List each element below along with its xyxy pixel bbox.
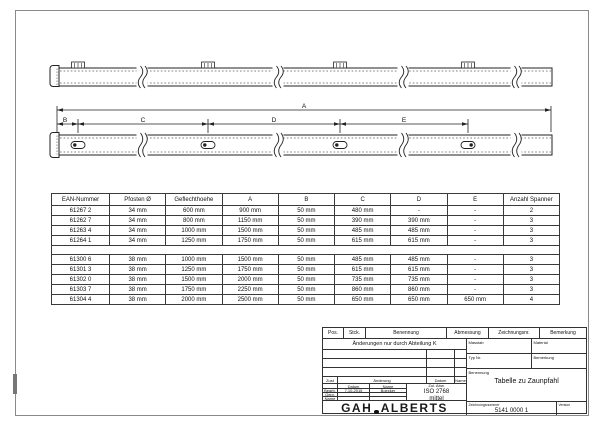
- value: Tabelle zu Zaunpfahl: [494, 377, 559, 385]
- table-cell: 50 mm: [278, 216, 334, 226]
- table-cell: 61303 7: [52, 285, 110, 295]
- label: Änderungen nur durch Abteilung K: [352, 341, 437, 347]
- label: Name: [324, 396, 336, 401]
- table-cell: 650 mm: [447, 295, 503, 305]
- version-cell: [556, 401, 586, 415]
- table-cell: 61264 1: [52, 236, 110, 246]
- table-cell: 38 mm: [110, 285, 166, 295]
- logo-dot-icon: [374, 410, 379, 415]
- top-view-drawing: [45, 54, 560, 96]
- revision-name-label: [454, 376, 466, 383]
- table-cell: -: [447, 206, 503, 216]
- column-header: E: [447, 194, 503, 206]
- table-cell: 4: [503, 295, 559, 305]
- change-note: [323, 338, 466, 349]
- tb-header-stck: [343, 328, 365, 338]
- slot: [71, 142, 85, 149]
- table-cell: 61302 0: [52, 275, 110, 285]
- table-cell: 860 mm: [391, 285, 447, 295]
- dimension-lines: [57, 106, 551, 134]
- value: 7.10.2015: [344, 388, 363, 393]
- table-cell: 38 mm: [110, 295, 166, 305]
- benennung-cell: [466, 368, 586, 401]
- table-row: [52, 255, 560, 265]
- table-row: [52, 285, 560, 295]
- table-row: [52, 275, 560, 285]
- table-cell: 61267 2: [52, 206, 110, 216]
- label: Zeichnungsnr.: [498, 330, 530, 336]
- table-row: [52, 226, 560, 236]
- table-cell: 735 mm: [391, 275, 447, 285]
- title-block: [322, 327, 587, 414]
- column-header: D: [391, 194, 447, 206]
- dim-b-label: B: [62, 117, 68, 124]
- table-row: [52, 265, 560, 275]
- label: Datum: [347, 383, 360, 389]
- table-row: [52, 216, 560, 226]
- pipe-top: [50, 62, 552, 88]
- table-cell: 390 mm: [335, 216, 391, 226]
- table-cell: 485 mm: [391, 255, 447, 265]
- label: Änderung: [373, 377, 391, 383]
- table-cell: 1750 mm: [166, 285, 222, 295]
- table-cell: 3: [503, 255, 559, 265]
- label: Benennung: [468, 369, 489, 375]
- dim-e-label: E: [401, 117, 407, 124]
- label: Pos.: [327, 330, 338, 336]
- table-cell: 1250 mm: [166, 236, 222, 246]
- value: 5141 0000 1: [494, 407, 529, 414]
- table-cell: 1500 mm: [222, 255, 278, 265]
- separator-cell: [52, 246, 560, 255]
- slot-hole: [335, 143, 338, 146]
- revision-row-empty: [426, 367, 454, 376]
- table-cell: 3: [503, 285, 559, 295]
- table-cell: 2: [503, 206, 559, 216]
- table-cell: 38 mm: [110, 275, 166, 285]
- table-cell: -: [391, 206, 447, 216]
- table-cell: 3: [503, 265, 559, 275]
- table-cell: 485 mm: [335, 255, 391, 265]
- tb-header-bemerkung: [539, 328, 586, 338]
- material-cell: [531, 338, 586, 353]
- table-row: [52, 295, 560, 305]
- label: Stck.: [348, 330, 361, 336]
- table-cell: 50 mm: [278, 255, 334, 265]
- table-cell: 34 mm: [110, 206, 166, 216]
- table-cell: 3: [503, 236, 559, 246]
- column-header: Geflechthoehe: [166, 194, 222, 206]
- table-cell: 61262 7: [52, 216, 110, 226]
- label: Name: [455, 377, 466, 383]
- tolerance-label: Zul. Abw.: [428, 382, 445, 388]
- table-cell: -: [447, 285, 503, 295]
- table-cell: 34 mm: [110, 216, 166, 226]
- table-cell: 615 mm: [391, 265, 447, 275]
- table-cell: 735 mm: [335, 275, 391, 285]
- table-cell: 50 mm: [278, 206, 334, 216]
- group-separator: [52, 246, 560, 255]
- revision-row-empty: [454, 358, 466, 367]
- spec-table: [51, 193, 560, 305]
- label: Zust: [326, 377, 334, 383]
- revision-zust-label: [323, 376, 337, 383]
- table-cell: 390 mm: [391, 216, 447, 226]
- table-cell: 650 mm: [335, 295, 391, 305]
- dim-a-label: A: [301, 103, 307, 110]
- revision-row-empty: [323, 358, 426, 367]
- table-cell: 38 mm: [110, 265, 166, 275]
- table-row: [52, 236, 560, 246]
- value: Boecker: [380, 388, 396, 393]
- revision-aenderung-label: [337, 376, 426, 383]
- table-cell: 2500 mm: [222, 295, 278, 305]
- tb-header-pos: [323, 328, 343, 338]
- table-cell: 2000 mm: [166, 295, 222, 305]
- table-cell: 61304 4: [52, 295, 110, 305]
- table-cell: 61263 4: [52, 226, 110, 236]
- column-header: A: [222, 194, 278, 206]
- pipe-front: [50, 133, 552, 158]
- drawing-number-cell: [466, 401, 556, 415]
- table-cell: 50 mm: [278, 285, 334, 295]
- table-cell: 800 mm: [166, 216, 222, 226]
- label: Zeichnungsnummer: [468, 402, 500, 407]
- tolerance-cell: [406, 383, 466, 400]
- table-cell: 485 mm: [391, 226, 447, 236]
- revision-row-empty: [454, 349, 466, 358]
- table-cell: 2250 mm: [222, 285, 278, 295]
- column-header: B: [278, 194, 334, 206]
- table-cell: 1000 mm: [166, 226, 222, 236]
- table-cell: 480 mm: [335, 206, 391, 216]
- table-cell: 3: [503, 216, 559, 226]
- label: Masstab: [468, 339, 484, 345]
- table-cell: -: [447, 255, 503, 265]
- table-cell: 2000 mm: [222, 275, 278, 285]
- tolerance-standard: ISO 2768: [423, 388, 450, 395]
- column-header: Pfosten Ø: [110, 194, 166, 206]
- table-cell: -: [447, 236, 503, 246]
- slot-hole: [470, 143, 473, 146]
- dim-d-label: D: [271, 117, 277, 124]
- table-cell: -: [447, 226, 503, 236]
- table-row: [52, 206, 560, 216]
- column-header: EAN-Nummer: [52, 194, 110, 206]
- table-cell: 38 mm: [110, 255, 166, 265]
- label: Bemerkung: [550, 330, 576, 336]
- table-cell: 615 mm: [335, 236, 391, 246]
- front-view-drawing: [45, 100, 560, 164]
- table-cell: 650 mm: [391, 295, 447, 305]
- table-cell: 1500 mm: [166, 275, 222, 285]
- table-cell: 61301 3: [52, 265, 110, 275]
- revision-row-empty: [323, 367, 426, 376]
- drawing-title: [467, 374, 586, 388]
- company-logo: [323, 400, 466, 415]
- label: Version: [558, 402, 571, 407]
- column-header: Anzahl Spanner: [503, 194, 559, 206]
- table-cell: 615 mm: [391, 236, 447, 246]
- table-cell: 1500 mm: [222, 226, 278, 236]
- table-cell: 50 mm: [278, 265, 334, 275]
- table-cell: 1250 mm: [166, 265, 222, 275]
- table-cell: 3: [503, 226, 559, 236]
- revision-row-empty: [426, 358, 454, 367]
- table-cell: 50 mm: [278, 275, 334, 285]
- end-cap: [50, 133, 59, 158]
- table-cell: -: [447, 265, 503, 275]
- typ-nr-cell: [466, 353, 531, 368]
- table-cell: 615 mm: [335, 265, 391, 275]
- tb-header-abmessung: [446, 328, 488, 338]
- table-cell: 860 mm: [335, 285, 391, 295]
- revision-row-empty: [426, 349, 454, 358]
- column-header: C: [335, 194, 391, 206]
- label: Name: [382, 383, 394, 389]
- drawing-number: [467, 406, 556, 415]
- slot-hole: [73, 143, 76, 146]
- label: Datum: [434, 377, 447, 383]
- table-cell: -: [447, 275, 503, 285]
- masstab-cell: [466, 338, 531, 353]
- tb-header-zeichnungsnr: [488, 328, 539, 338]
- table-cell: 1750 mm: [222, 265, 278, 275]
- logo-text-gah: GAH: [341, 401, 373, 415]
- tolerance-grade: mittel: [429, 395, 444, 402]
- label: Bemerkung: [533, 354, 554, 360]
- table-cell: 600 mm: [166, 206, 222, 216]
- label: Bearb.: [324, 388, 336, 393]
- table-cell: 50 mm: [278, 226, 334, 236]
- table-cell: 1000 mm: [166, 255, 222, 265]
- table-cell: 50 mm: [278, 295, 334, 305]
- label: Abmessung: [454, 330, 481, 336]
- revision-row-empty: [323, 349, 426, 358]
- table-cell: 61300 6: [52, 255, 110, 265]
- label: Material: [533, 339, 548, 345]
- table-cell: 50 mm: [278, 236, 334, 246]
- tb-header-benennung: [365, 328, 446, 338]
- end-cap: [50, 66, 59, 87]
- table-cell: 34 mm: [110, 236, 166, 246]
- logo-text-alberts: ALBERTS: [380, 401, 448, 415]
- revision-row-empty: [454, 367, 466, 376]
- fold-mark: [13, 374, 17, 394]
- table-cell: 1750 mm: [222, 236, 278, 246]
- dim-c-label: C: [140, 117, 146, 124]
- table-cell: 3: [503, 275, 559, 285]
- table-cell: 485 mm: [335, 226, 391, 236]
- table-cell: 34 mm: [110, 226, 166, 236]
- dim-labels: [63, 103, 407, 124]
- label: Gepr.: [325, 392, 335, 397]
- table-cell: 1150 mm: [222, 216, 278, 226]
- label: Typ Nr.: [468, 354, 482, 360]
- table-cell: 900 mm: [222, 206, 278, 216]
- slot-hole: [203, 143, 206, 146]
- bemerkung-cell: [531, 353, 586, 368]
- table-cell: -: [447, 216, 503, 226]
- label: Benennung: [393, 330, 419, 336]
